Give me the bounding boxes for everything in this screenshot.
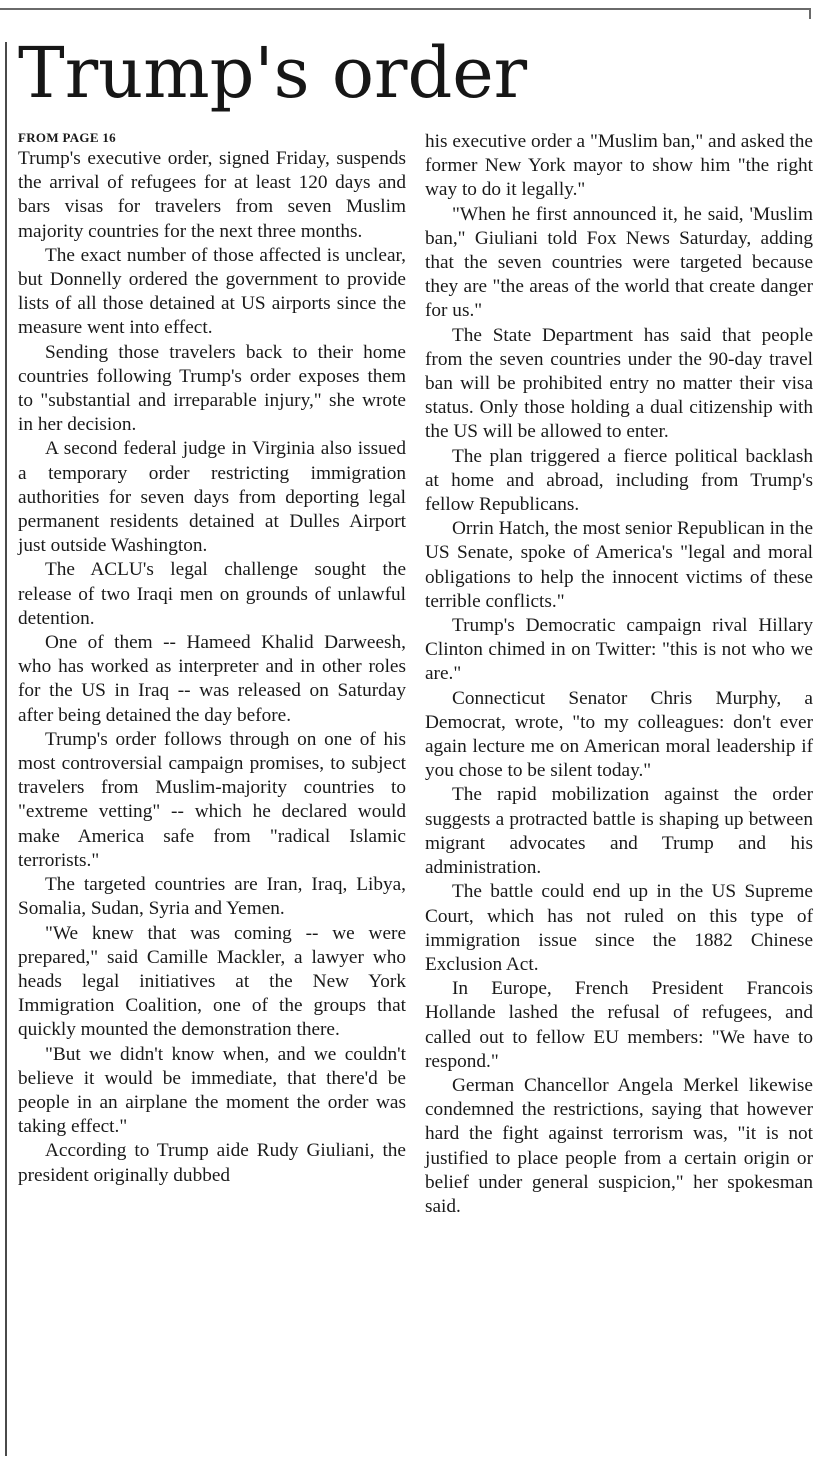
left-column-rule <box>5 42 7 1456</box>
paragraph: The battle could end up in the US Supreme Court, which has not ruled on this type of immigration issue since the 1882 Chinese Exclusion Act. <box>425 881 813 975</box>
paragraph: One of them -- Hameed Khalid Darweesh, who has worked as interpreter and in other roles for the US in Iraq -- was released on Saturday after being detained the day before. <box>18 632 406 726</box>
article-column-right <box>425 130 813 1219</box>
right-rule <box>809 8 811 19</box>
paragraph: The plan triggered a fierce political backlash at home and abroad, including from Trump's fellow Republicans. <box>425 445 813 516</box>
paragraph: Trump's order follows through on one of his most controversial campaign promises, to subject travelers from Muslim-majority countries to "extreme vetting" -- which he declared would make America safe from "radical Islamic terrorists." <box>18 728 406 871</box>
paragraph: The State Department has said that people from the seven countries under the 90-day travel ban will be prohibited entry no matter their visa status. Only those holding a dual citizenship with the US will be allowed to enter. <box>425 324 813 443</box>
paragraph: "We knew that was coming -- we were prepared," said Camille Mackler, a lawyer who heads legal initiatives at the New York Immigration Coalition, one of the groups that quickly mounted the demonstration there. <box>18 922 406 1041</box>
paragraph: Connecticut Senator Chris Murphy, a Democrat, wrote, "to my colleagues: don't ever again lecture me on American moral leadership if you chose to be silent today." <box>425 687 813 782</box>
article-column-left <box>18 130 406 1188</box>
headline: Trump's order <box>18 32 528 114</box>
paragraph: German Chancellor Angela Merkel likewise condemned the restrictions, saying that however hard the fight against terrorism was, "it is not justified to place people from a certain origin or belief under general suspicion," her spokesman said. <box>425 1074 813 1217</box>
continued-from-kicker: FROM PAGE 16 <box>18 130 116 145</box>
paragraph: The exact number of those affected is unclear, but Donnelly ordered the government to provide lists of all those detained at US airports since the measure went into effect. <box>18 244 406 339</box>
paragraph: The ACLU's legal challenge sought the release of two Iraqi men on grounds of unlawful detention. <box>18 559 406 629</box>
paragraph: A second federal judge in Virginia also issued a temporary order restricting immigration authorities for seven days from deporting legal permanent residents detained at Dulles Airport just outside Washington. <box>18 438 406 557</box>
top-rule <box>0 8 809 10</box>
paragraph: "When he first announced it, he said, 'Muslim ban," Giuliani told Fox News Saturday, adding that the seven countries were targeted because they are "the areas of the world that create danger for us." <box>425 203 813 322</box>
paragraph: The targeted countries are Iran, Iraq, Libya, Somalia, Sudan, Syria and Yemen. <box>18 874 406 920</box>
paragraph: In Europe, French President Francois Hollande lashed the refusal of refugees, and called out to fellow EU members: "We have to respond." <box>425 978 813 1072</box>
paragraph: According to Trump aide Rudy Giuliani, the president originally dubbed <box>18 1140 406 1186</box>
paragraph: "But we didn't know when, and we couldn't believe it would be immediate, that there'd be people in an airplane the moment the order was taking effect." <box>18 1043 406 1138</box>
paragraph: Sending those travelers back to their home countries following Trump's order exposes them to "substantial and irreparable injury," she wrote in her decision. <box>18 341 406 436</box>
paragraph: Orrin Hatch, the most senior Republican in the US Senate, spoke of America's "legal and moral obligations to help the innocent victims of these terrible conflicts." <box>425 518 813 612</box>
paragraph: Trump's Democratic campaign rival Hillary Clinton chimed in on Twitter: "this is not who we are." <box>425 615 813 685</box>
paragraph: The rapid mobilization against the order suggests a protracted battle is shaping up between migrant advocates and Trump and his administration. <box>425 784 813 879</box>
paragraph-continued: his executive order a "Muslim ban," and asked the former New York mayor to show him "the right way to do it legally." <box>425 131 813 201</box>
paragraph: Trump's executive order, signed Friday, suspends the arrival of refugees for at least 120 days and bars visas for travelers from seven Muslim majority countries for the next three months. <box>18 148 406 242</box>
